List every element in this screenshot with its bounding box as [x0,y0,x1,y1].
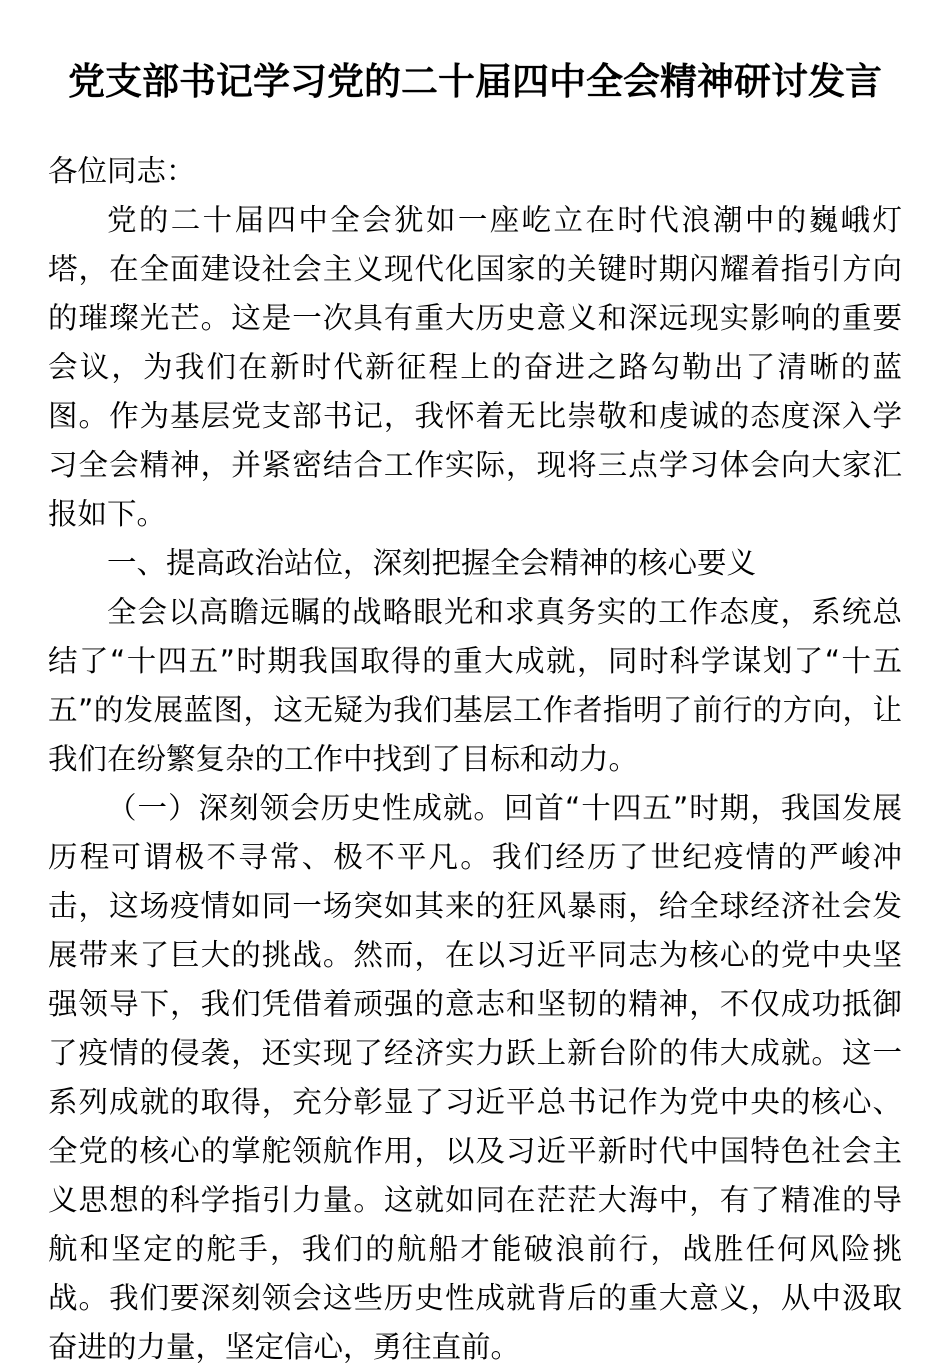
salutation: 各位同志： [48,153,196,188]
paragraph-section-one-intro: 全会以高瞻远瞩的战略眼光和求真务实的工作态度，系统总结了“十四五”时期我国取得的重大成就，同时科学谋划了“十五五”的发展蓝图，这无疑为我们基层工作者指明了前行的方向，让我们在纷繁复杂的工作中找到了目标和动力。 [48,594,902,776]
page-title: 党支部书记学习党的二十届四中全会精神研讨发言 [68,60,882,103]
section-heading-one: 一、提高政治站位，深刻把握全会精神的核心要义 [107,545,757,580]
title-spacer [48,107,902,147]
paragraph-opening: 党的二十届四中全会犹如一座屹立在时代浪潮中的巍峨灯塔，在全面建设社会主义现代化国家的关键时期闪耀着指引方向的璀璨光芒。这是一次具有重大历史意义和深远现实影响的重要会议，为我们在新时代新征程上的奋进之路勾勒出了清晰的蓝图。作为基层党支部书记，我怀着无比崇敬和虔诚的态度深入学习全会精神，并紧密结合工作实际，现将三点学习体会向大家汇报如下。 [48,202,902,531]
paragraph-section-one-point-a: （一）深刻领会历史性成就。回首“十四五”时期，我国发展历程可谓极不寻常、极不平凡。我们经历了世纪疫情的严峻冲击，这场疫情如同一场突如其来的狂风暴雨，给全球经济社会发展带来了巨大的挑战。然而，在以习近平同志为核心的党中央坚强领导下，我们凭借着顽强的意志和坚韧的精神，不仅成功抵御了疫情的侵袭，还实现了经济实力跃上新台阶的伟大成就。这一系列成就的取得，充分彰显了习近平总书记作为党中央的核心、全党的核心的掌舵领航作用，以及习近平新时代中国特色社会主义思想的科学指引力量。这就如同在茫茫大海中，有了精准的导航和坚定的舵手，我们的航船才能破浪前行，战胜任何风险挑战。我们要深刻领会这些历史性成就背后的重大意义，从中汲取奋进的力量，坚定信心，勇往直前。 [48,790,902,1364]
document-body [48,0,902,1372]
